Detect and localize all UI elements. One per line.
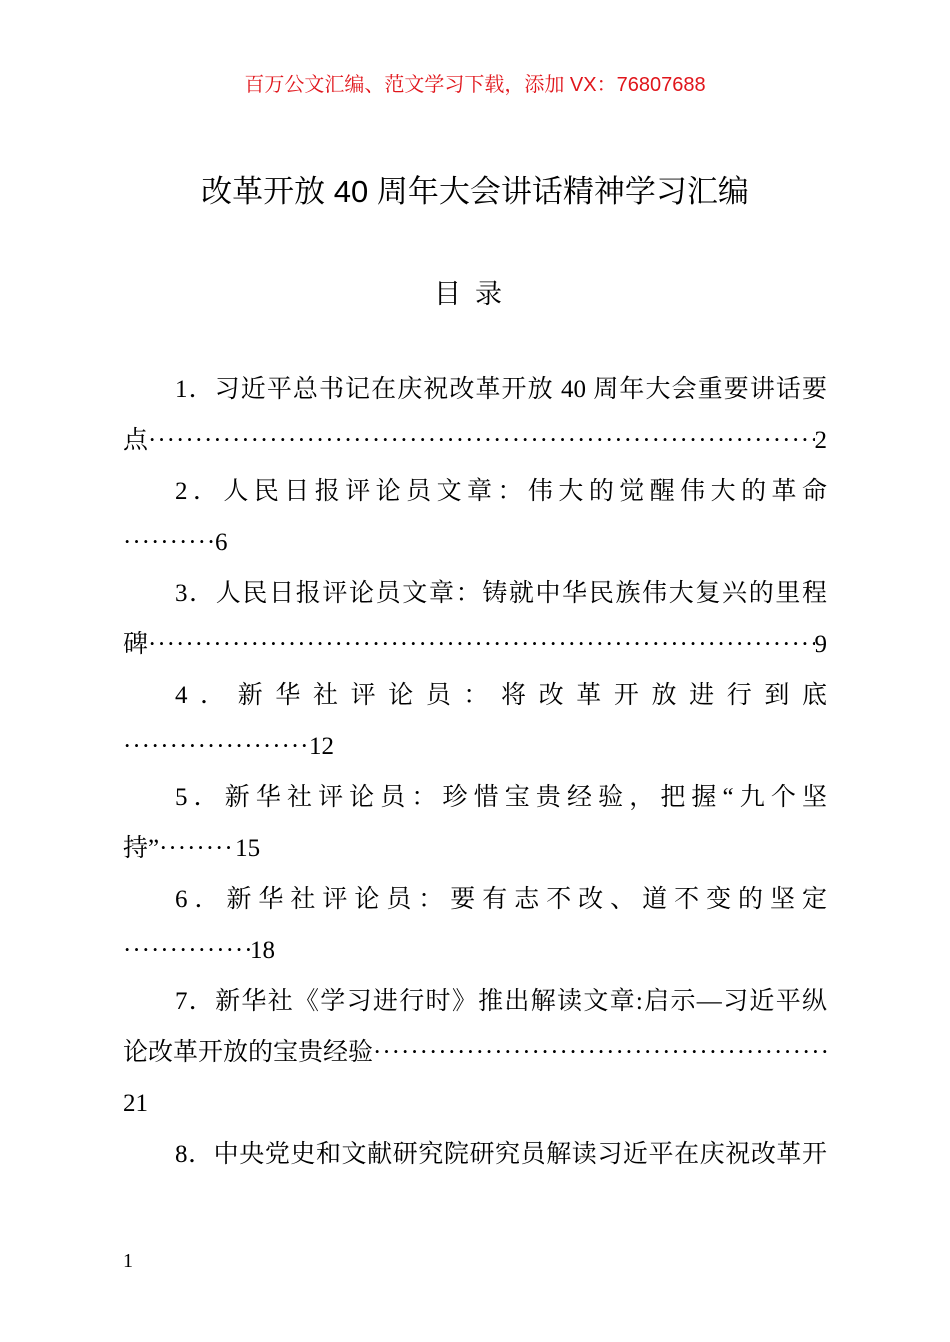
toc-entry-5[interactable]: 5．新华社评论员：珍惜宝贵经验，把握“九个坚 [175, 784, 827, 811]
toc-entry-tail: 碑 [123, 631, 149, 658]
toc-entry-6-leader[interactable] [123, 935, 275, 967]
toc-entry-7[interactable]: 7．新华社《学习进行时》推出解读文章:启示—习近平纵 [175, 988, 827, 1015]
dot-leader [123, 527, 215, 559]
dot-leader [123, 731, 309, 763]
toc-page: 12 [309, 733, 334, 760]
toc-entry-tail: 点 [123, 427, 149, 454]
page-number: 1 [123, 1250, 133, 1272]
dot-leader [148, 425, 814, 457]
toc-entry-5-leader[interactable] [123, 833, 260, 865]
toc-entry-tail: 持” [123, 835, 160, 862]
dot-leader [159, 833, 235, 865]
toc-heading: 目录 [434, 279, 516, 309]
toc-entry-2[interactable]: 2．人民日报评论员文章：伟大的觉醒伟大的革命 [175, 478, 827, 505]
dot-leader [373, 1037, 827, 1069]
toc-page: 2 [814, 427, 827, 454]
toc-entry-8[interactable]: 8．中央党史和文献研究院研究员解读习近平在庆祝改革开 [175, 1141, 827, 1168]
toc-entry-4-leader[interactable] [123, 731, 334, 763]
toc-page: 15 [235, 835, 261, 862]
toc-page: 6 [215, 529, 228, 556]
toc-page: 9 [814, 631, 827, 658]
watermark-banner: 百万公文汇编、范文学习下载，添加 VX：76807688 [244, 74, 706, 96]
toc-entry-2-leader[interactable] [123, 527, 228, 559]
toc-entry-7-leader[interactable] [123, 1037, 827, 1069]
toc-entry-1[interactable]: 1．习近平总书记在庆祝改革开放 40 周年大会重要讲话要 [175, 376, 827, 403]
toc-entry-1-leader[interactable] [123, 425, 827, 457]
toc-entry-tail: 论改革开放的宝贵经验 [123, 1039, 374, 1066]
dot-leader [123, 935, 250, 967]
toc-entry-3-leader[interactable] [123, 629, 827, 661]
toc-entry-4[interactable]: 4．新华社评论员：将改革开放进行到底 [175, 682, 827, 709]
dot-leader [148, 629, 814, 661]
toc-entry-3[interactable]: 3．人民日报评论员文章：铸就中华民族伟大复兴的里程 [175, 580, 827, 607]
toc-entry-6[interactable]: 6．新华社评论员：要有志不改、道不变的坚定 [175, 886, 827, 913]
toc-page: 21 [123, 1090, 148, 1117]
document-title: 改革开放 40 周年大会讲话精神学习汇编 [201, 174, 749, 209]
toc-page: 18 [250, 937, 275, 964]
